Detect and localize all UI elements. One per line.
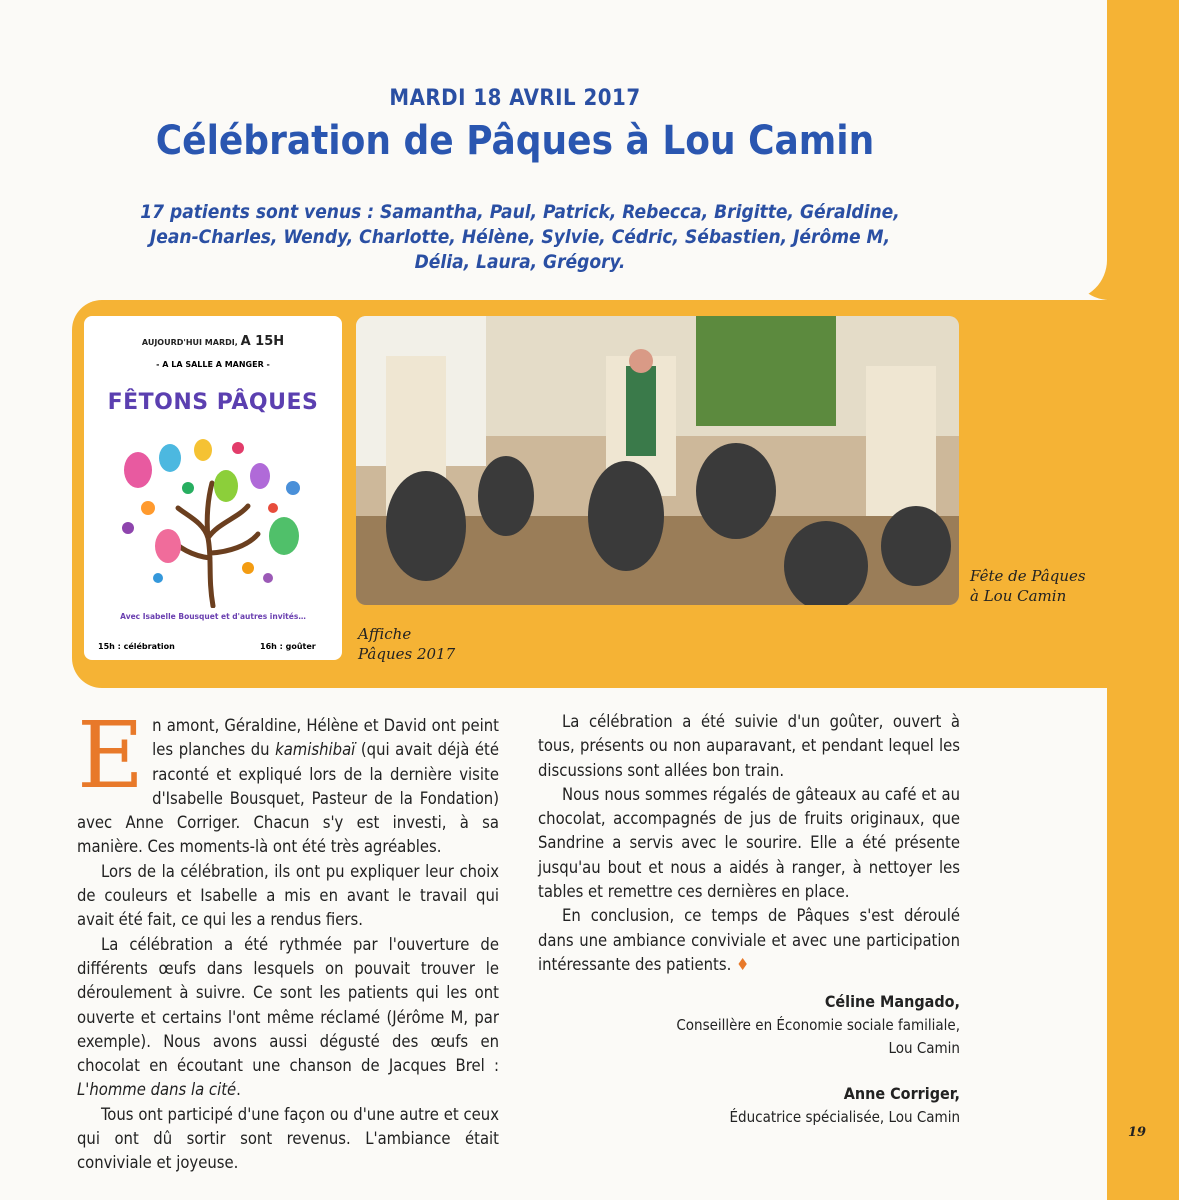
paragraph-3-b: . (236, 1080, 241, 1100)
poster-title: FÊTONS PÂQUES (107, 390, 319, 415)
signature-2-role: Éducatrice spécialisée, Lou Camin (729, 1108, 960, 1126)
article-column-right (538, 710, 960, 977)
poster-guests: Avec Isabelle Bousquet et d'autres invités… (120, 612, 306, 621)
paragraph-7 (538, 904, 960, 977)
event-date: MARDI 18 AVRIL 2017 (389, 86, 641, 111)
poster-day: AUJOURD'HUI MARDI, (141, 338, 238, 347)
signature-2 (730, 1082, 960, 1129)
paragraph-7-text: En conclusion, ce temps de Pâques s'est déroulé dans une ambiance conviviale et avec une participation intéressante des patients. (538, 906, 960, 974)
photo-caption (970, 566, 1086, 606)
poster-caption-line2: Pâques 2017 (358, 645, 456, 663)
drop-cap: E (77, 702, 145, 809)
poster-schedule-celebration: 15h : célébration (98, 642, 175, 651)
kamishibai-term: kamishibaï (275, 740, 356, 760)
signature-1 (676, 990, 960, 1060)
poster-caption-line1: Affiche (358, 625, 412, 643)
paragraph-3-a: La célébration a été rythmée par l'ouverture de différents œufs dans lesquels on pouvait trouver le déroulement à suivre. Ce sont les patients qui les ont ouverte et certains l'ont même réclamé (Jérôme M, par exemple). Nous avons aussi dégusté des œufs en chocolat en écoutant une chanson de Jacques Brel : (77, 934, 499, 1076)
paragraph-1-a: n amont, Géraldine, Hélène et David ont peint les planches du (152, 716, 499, 760)
article-column-left (77, 702, 499, 1176)
paragraph-1-b: (qui avait déjà été raconté et expliqué lors de la dernière visite d'Isabelle Bousquet, Pasteur de la Fondation) avec Anne Corriger. Chacun s'y est investi, à sa manière. Ces moments-là ont été très agréables. (77, 740, 499, 857)
end-diamond-icon: ♦ (736, 954, 750, 974)
paragraph-6: Nous nous sommes régalés de gâteaux au café et au chocolat, accompagnés de jus de fruits originaux, que Sandrine a servis avec le sourire. Elle a été présente jusqu'au bout et nous a aidés à ranger, à nettoyer les tables et remettre ces dernières en place. (538, 784, 960, 902)
easter-poster (84, 316, 342, 660)
signature-1-name: Céline Mangado, (824, 992, 960, 1011)
paragraph-5: La célébration a été suivie d'un goûter, ouvert à tous, présents ou non auparavant, et pendant lequel les discussions sont allées bon train. (538, 712, 960, 780)
poster-location: - A LA SALLE A MANGER - (156, 360, 270, 369)
page-title: Célébration de Pâques à Lou Camin (155, 118, 875, 164)
paragraph-3 (77, 933, 499, 1103)
poster-hour: A 15H (240, 334, 285, 349)
paragraph-4: Tous ont participé d'une façon ou d'une autre et ceux qui ont dû sortir sont revenus. L'ambiance était conviviale et joyeuse. (77, 1104, 499, 1173)
poster-caption (358, 624, 455, 664)
poster-schedule-gouter: 16h : goûter (260, 642, 316, 651)
photo-caption-line2: à Lou Camin (970, 587, 1067, 605)
intro-participants: 17 patients sont venus : Samantha, Paul, Patrick, Rebecca, Brigitte, Géraldine, Jean-Charles, Wendy, Charlotte, Hélène, Sylvie, Cédric, Sébastien, Jérôme M, Délia, Laura, Grégory. (140, 201, 900, 273)
easter-tree-illustration (108, 428, 318, 608)
event-photo (356, 316, 959, 605)
signature-2-name: Anne Corriger, (843, 1084, 960, 1103)
page-number: 19 (1128, 1125, 1147, 1140)
paragraph-2: Lors de la célébration, ils ont pu expliquer leur choix de couleurs et Isabelle a mis en avant le travail qui avait été fait, ce qui les a rendus fiers. (77, 861, 499, 930)
signature-1-org: Lou Camin (888, 1039, 960, 1057)
poster-time (84, 334, 342, 349)
photo-caption-line1: Fête de Pâques (970, 567, 1086, 585)
signature-1-role: Conseillère en Économie sociale familiale, (676, 1016, 960, 1034)
song-title: L'homme dans la cité (77, 1080, 237, 1100)
paragraph-1 (77, 702, 499, 860)
